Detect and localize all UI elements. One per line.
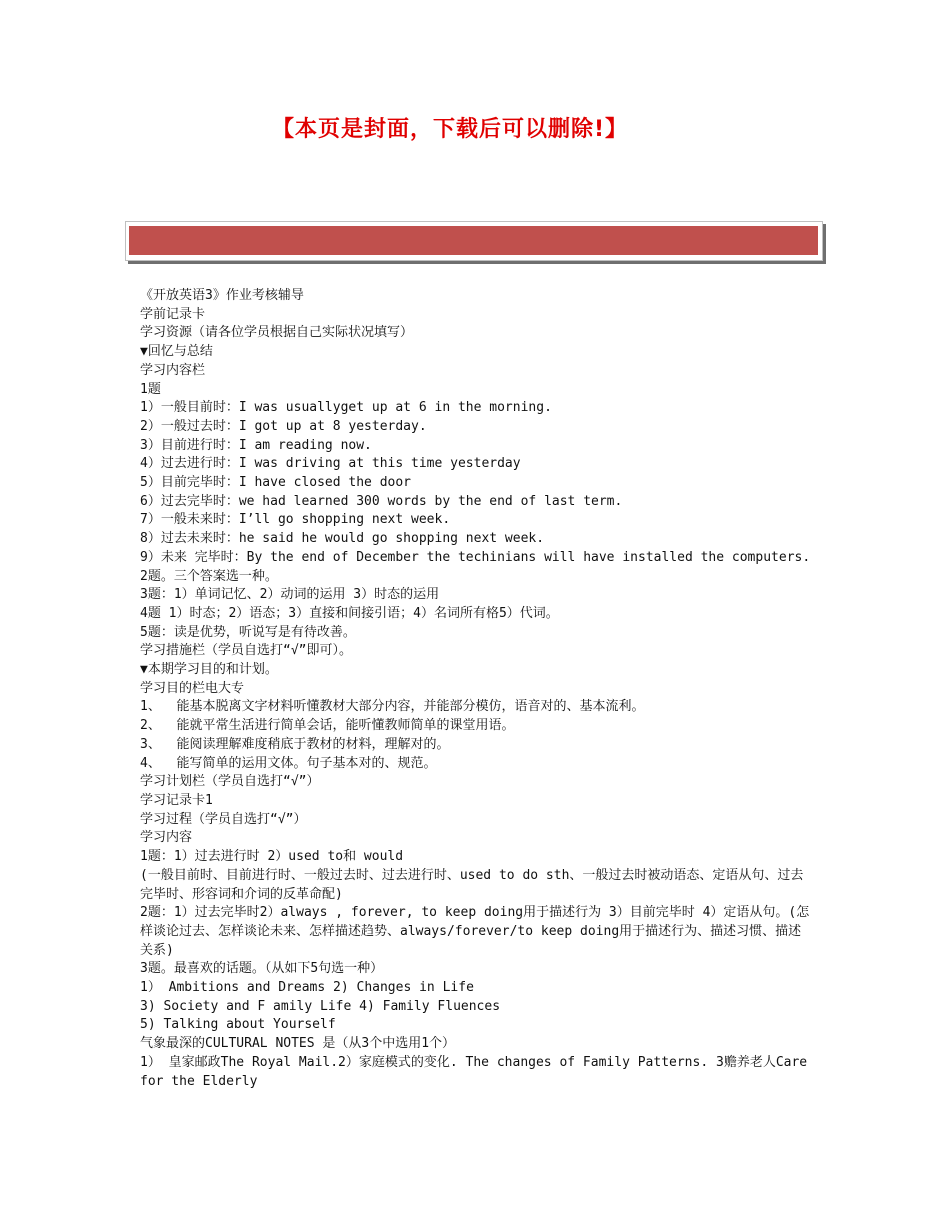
doc-line: 3题：1）单词记忆、2）动词的运用 3）时态的运用 xyxy=(140,587,440,603)
doc-line: 5题：读是优势，听说写是有待改善。 xyxy=(140,624,356,640)
doc-line: 9）未来 完毕时：By the end of December the techinians will have installed the computers. xyxy=(140,549,811,565)
doc-line: 3、 能阅读理解难度稍底于教材的材料，理解对的。 xyxy=(140,736,450,752)
doc-line: 1） 皇家邮政The Royal Mail.2）家庭模式的变化. The changes of Family Patterns. 3赡养老人Care for the Elderly xyxy=(140,1054,815,1089)
doc-line: 4）过去进行时：I was driving at this time yesterday xyxy=(140,456,521,472)
doc-line: 4题 1）时态；2）语态；3）直接和间接引语；4）名词所有格5）代词。 xyxy=(140,605,559,621)
doc-line: 1题 xyxy=(140,381,161,397)
cover-removal-note: 【本页是封面，下载后可以删除!】 xyxy=(271,117,629,142)
doc-line: 学习计划栏（学员自选打“√”） xyxy=(140,774,320,790)
doc-line: 1、 能基本脱离文字材料听懂教材大部分内容，并能部分模仿，语音对的、基本流利。 xyxy=(140,699,645,715)
doc-line: 学前记录卡 xyxy=(140,306,206,322)
doc-line: ▼本期学习目的和计划。 xyxy=(140,662,278,678)
doc-line: 6）过去完毕时：we had learned 300 words by the end of last term. xyxy=(140,493,623,509)
doc-line: 2、 能就平常生活进行简单会话，能听懂教师简单的课堂用语。 xyxy=(140,718,515,734)
document-body xyxy=(140,287,815,1091)
doc-line: 8）过去未来时：he said he would go shopping next week. xyxy=(140,531,545,547)
doc-line: 2题。三个答案选一种。 xyxy=(140,568,278,584)
doc-line: 1） Ambitions and Dreams 2) Changes in Life xyxy=(140,980,474,996)
doc-line: 学习资源（请各位学员根据自己实际状况填写） xyxy=(140,325,414,341)
doc-line: 学习过程（学员自选打“√”） xyxy=(140,811,307,827)
doc-line: 气象最深的CULTURAL NOTES 是（从3个中选用1个） xyxy=(140,1036,456,1052)
decorative-banner xyxy=(125,221,823,261)
banner-bar xyxy=(129,226,818,255)
doc-line: 学习记录卡1 xyxy=(140,792,213,808)
doc-line: 5) Talking about Yourself xyxy=(140,1017,336,1033)
doc-line: 2题：1）过去完毕时2）always , forever, to keep doing用于描述行为 3）目前完毕时 4）定语从句。(怎样谈论过去、怎样谈论未来、怎样描述趋势、always/forever/to keep doing用于描述行为、描述习惯、描述关系) xyxy=(140,905,810,958)
doc-line: 5）目前完毕时：I have closed the door xyxy=(140,475,412,491)
doc-line: 学习内容 xyxy=(140,830,193,846)
doc-line: 学习目的栏电大专 xyxy=(140,680,245,696)
doc-line: ▼回忆与总结 xyxy=(140,344,213,360)
doc-line: 3）目前进行时：I am reading now. xyxy=(140,437,372,453)
doc-line: 学习内容栏 xyxy=(140,362,206,378)
doc-line: 学习措施栏（学员自选打“√”即可）。 xyxy=(140,643,352,659)
doc-line: 1题：1）过去进行时 2）used to和 would xyxy=(140,849,404,865)
doc-line: 4、 能写简单的运用文体。句子基本对的、规范。 xyxy=(140,755,437,771)
doc-line: 1）一般目前时：I was usuallyget up at 6 in the morning. xyxy=(140,400,552,416)
doc-line: (一般目前时、目前进行时、一般过去时、过去进行时、used to do sth、一般过去时被动语态、定语从句、过去完毕时、形容词和介词的反革命配) xyxy=(140,867,804,902)
doc-line: 3题。最喜欢的话题。（从如下5句选一种） xyxy=(140,961,384,977)
doc-line: 《开放英语3》作业考核辅导 xyxy=(140,288,304,303)
doc-line: 2）一般过去时：I got up at 8 yesterday. xyxy=(140,418,427,434)
doc-line: 7）一般未来时：I’ll go shopping next week. xyxy=(140,512,451,528)
doc-line: 3) Society and F amily Life 4) Family Fluences xyxy=(140,998,501,1014)
